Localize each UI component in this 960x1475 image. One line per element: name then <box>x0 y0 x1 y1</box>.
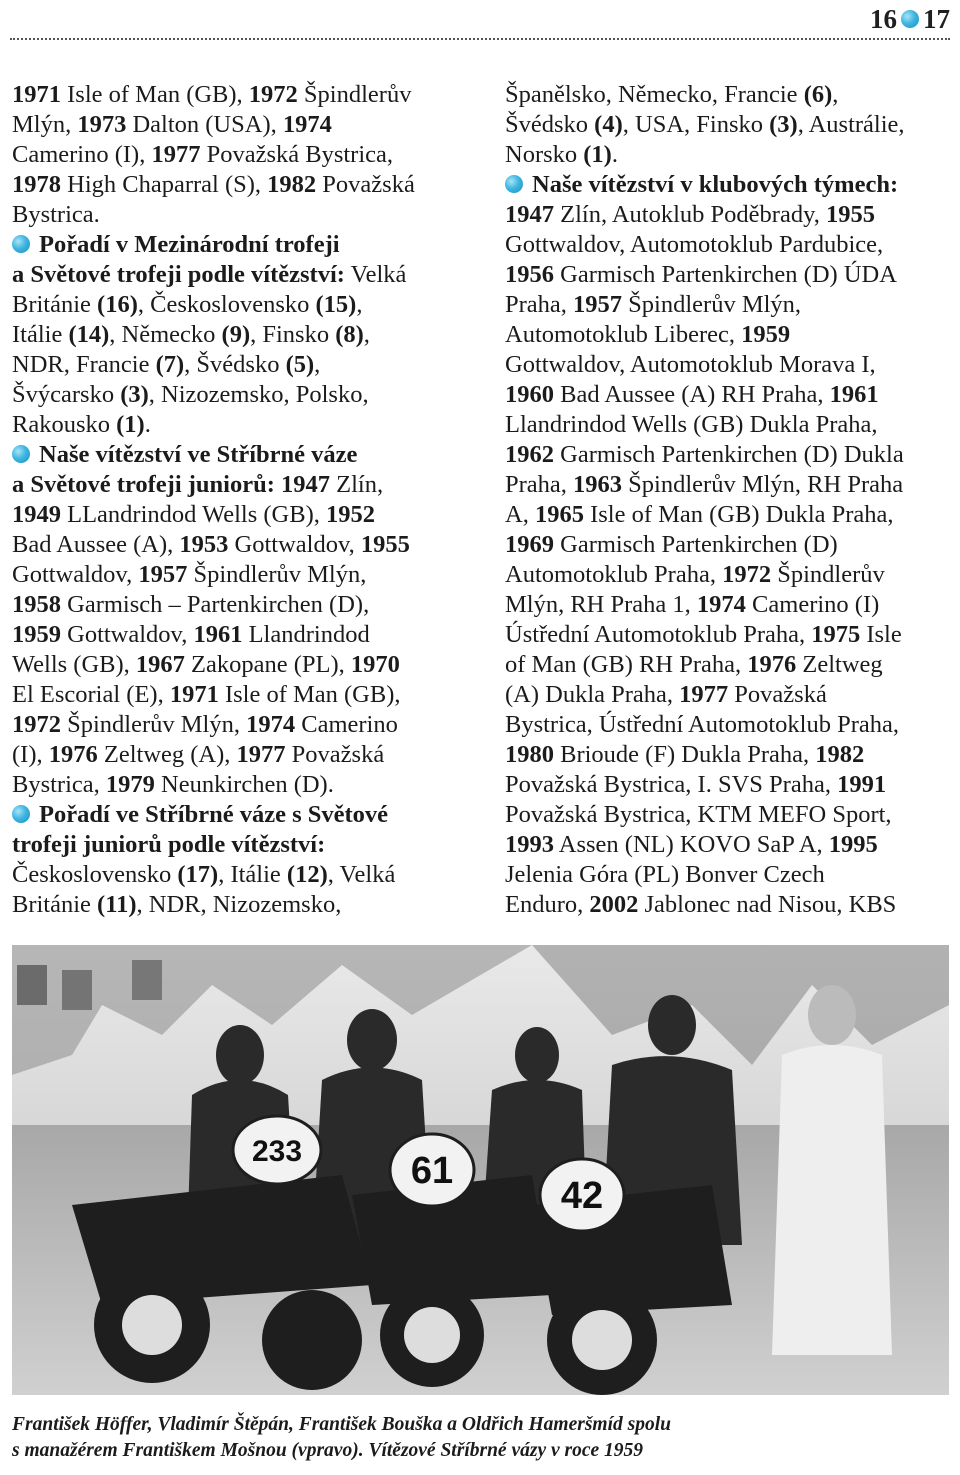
text-segment: Gottwaldov, <box>228 531 361 558</box>
bullet-dot-icon <box>12 445 30 463</box>
text-line <box>505 890 950 920</box>
text-segment: Bystrica, <box>12 771 106 798</box>
text-bold-segment: 1972 <box>248 81 298 108</box>
text-segment: Mlýn, RH Praha 1, <box>505 591 697 618</box>
text-line <box>12 410 470 440</box>
caption-line-1: František Höffer, Vladimír Štěpán, František Bouška a Oldřich Hameršmíd spolu <box>12 1414 671 1435</box>
text-bold-segment: a Světové trofeji podle vítězství: <box>12 261 345 288</box>
text-segment: Bystrica, Ústřední Automotoklub Praha, <box>505 711 899 738</box>
text-line <box>12 860 470 890</box>
page-dot-icon <box>901 10 919 28</box>
text-bold-segment: 1967 <box>135 651 185 678</box>
left-text-column <box>12 80 470 920</box>
text-line <box>12 290 470 320</box>
text-bold-segment: 1956 <box>505 261 554 288</box>
text-segment: , USA, Finsko <box>622 111 770 138</box>
text-bold-segment: 1963 <box>573 471 623 498</box>
bike-number-61: 61 <box>410 1150 454 1192</box>
text-line <box>505 830 950 860</box>
text-line <box>12 80 470 110</box>
text-bold-segment: 1957 <box>573 291 623 318</box>
text-line <box>505 650 950 680</box>
text-line <box>505 620 950 650</box>
text-line <box>12 800 470 830</box>
page-number-left: 16 <box>870 4 897 34</box>
text-bold-segment: 1982 <box>815 741 865 768</box>
text-line <box>12 440 470 470</box>
text-line <box>12 140 470 170</box>
text-line <box>505 680 950 710</box>
text-segment: Považská <box>728 681 827 708</box>
text-bold-segment: trofeji juniorů podle vítězství: <box>12 831 326 858</box>
text-bold-segment: (8) <box>335 321 364 348</box>
text-bold-segment: 1993 <box>505 831 554 858</box>
text-line <box>505 590 950 620</box>
text-segment: Bystrica. <box>12 201 100 228</box>
text-segment: Špindlerův <box>297 81 412 108</box>
text-segment: Mlýn, <box>12 111 78 138</box>
text-segment: Llandrindod <box>242 621 370 648</box>
text-segment: Garmisch Partenkirchen (D) <box>554 531 838 558</box>
text-segment: Praha, <box>505 291 574 318</box>
team-photo <box>12 945 949 1395</box>
text-bold-segment: 1972 <box>722 561 772 588</box>
text-bold-segment: 1949 <box>12 501 61 528</box>
text-segment: (A) Dukla Praha, <box>505 681 680 708</box>
text-line <box>505 500 950 530</box>
text-segment: Špindlerův Mlýn, RH Praha <box>622 471 904 498</box>
text-segment: (I), <box>12 741 49 768</box>
text-bold-segment: 1971 <box>169 681 219 708</box>
text-segment: Španělsko, Německo, Francie <box>505 81 804 108</box>
text-segment: Neunkirchen (D). <box>154 771 334 798</box>
text-segment: Dalton (USA), <box>126 111 283 138</box>
text-bold-segment: 1976 <box>747 651 797 678</box>
text-segment: Camerino <box>295 711 398 738</box>
text-segment: , Finsko <box>250 321 336 348</box>
text-line <box>12 110 470 140</box>
text-segment: High Chaparral (S), <box>61 171 268 198</box>
text-bold-segment: 1974 <box>282 111 332 138</box>
text-bold-segment: (6) <box>803 81 833 108</box>
text-line <box>12 380 470 410</box>
text-segment: of Man (GB) RH Praha, <box>505 651 748 678</box>
team-photo-illustration <box>12 945 949 1395</box>
text-segment: Špindlerův Mlýn, <box>187 561 367 588</box>
text-bold-segment: (4) <box>594 111 623 138</box>
text-segment: Jablonec nad Nisou, KBS <box>638 891 897 918</box>
text-bold-segment: 1961 <box>829 381 879 408</box>
text-line <box>12 350 470 380</box>
text-segment: Camerino (I) <box>745 591 880 618</box>
text-bold-segment: 1991 <box>837 771 887 798</box>
text-bold-segment: (7) <box>155 351 185 378</box>
text-segment: Llandrindod Wells (GB) Dukla Praha, <box>505 411 878 438</box>
text-segment: Gottwaldov, <box>12 561 139 588</box>
text-line <box>505 860 950 890</box>
text-segment: , <box>356 291 363 318</box>
text-segment: Považská Bystrica, <box>200 141 394 168</box>
text-segment: Československo <box>12 861 178 888</box>
text-segment: Špindlerův Mlýn, <box>61 711 247 738</box>
text-segment: NDR, Francie <box>12 351 156 378</box>
text-segment: , Československo <box>137 291 316 318</box>
text-segment: Jelenia Góra (PL) Bonver Czech <box>505 861 825 888</box>
text-bold-segment: (16) <box>97 291 138 318</box>
text-line <box>505 110 950 140</box>
bike-number-42: 42 <box>560 1175 604 1217</box>
text-line <box>12 680 470 710</box>
text-segment: Isle of Man (GB) Dukla Praha, <box>583 501 894 528</box>
text-line <box>12 320 470 350</box>
text-segment: Británie <box>12 291 98 318</box>
text-segment: El Escorial (E), <box>12 681 170 708</box>
text-line <box>505 470 950 500</box>
text-segment: Považská Bystrica, KTM MEFO Sport, <box>505 801 892 828</box>
text-line <box>505 80 950 110</box>
text-segment: Brioude (F) Dukla Praha, <box>554 741 816 768</box>
text-bold-segment: Pořadí v Mezinárodní trofeji <box>39 231 340 258</box>
text-bold-segment: (11) <box>97 891 137 918</box>
text-segment: , Itálie <box>218 861 287 888</box>
text-bold-segment: 1960 <box>505 381 554 408</box>
text-segment: Švédsko <box>505 111 595 138</box>
text-bold-segment: 1970 <box>350 651 400 678</box>
page-number-right: 17 <box>923 4 950 34</box>
text-line <box>12 560 470 590</box>
bullet-dot-icon <box>12 235 30 253</box>
text-segment: Wells (GB), <box>12 651 136 678</box>
text-bold-segment: (9) <box>221 321 251 348</box>
text-segment: Gottwaldov, Automotoklub Pardubice, <box>505 231 884 258</box>
text-bold-segment: (1) <box>116 411 145 438</box>
text-segment: Garmisch Partenkirchen (D) Dukla <box>554 441 904 468</box>
text-bold-segment: 1958 <box>12 591 61 618</box>
text-segment: Bad Aussee (A), <box>12 531 180 558</box>
text-bold-segment: 1982 <box>267 171 317 198</box>
text-segment: Gottwaldov, Automotoklub Morava I, <box>505 351 876 378</box>
text-segment: , Německo <box>109 321 222 348</box>
text-bold-segment: (1) <box>583 141 612 168</box>
text-bold-segment: 1962 <box>505 441 554 468</box>
text-line <box>12 740 470 770</box>
text-bold-segment: 1974 <box>246 711 296 738</box>
text-line <box>505 170 950 200</box>
text-segment: , Nizozemsko, Polsko, <box>148 381 369 408</box>
text-line <box>505 800 950 830</box>
text-bold-segment: 1977 <box>236 741 286 768</box>
text-segment: Bad Aussee (A) RH Praha, <box>554 381 830 408</box>
text-line <box>505 410 950 440</box>
text-bold-segment: (3) <box>769 111 798 138</box>
text-segment: Garmisch Partenkirchen (D) ÚDA <box>554 261 897 288</box>
text-bold-segment: 1980 <box>505 741 554 768</box>
text-bold-segment: a Světové trofeji juniorů: 1947 <box>12 471 330 498</box>
text-bold-segment: (15) <box>315 291 357 318</box>
text-bold-segment: 1955 <box>360 531 410 558</box>
text-segment: Považská <box>285 741 385 768</box>
text-segment: Považská Bystrica, I. SVS Praha, <box>505 771 838 798</box>
text-line <box>505 200 950 230</box>
text-bold-segment: 1974 <box>696 591 746 618</box>
text-bold-segment: Naše vítězství ve Stříbrné váze <box>39 441 358 468</box>
text-segment: Isle of Man (GB), <box>218 681 401 708</box>
text-segment: . <box>611 141 618 168</box>
text-line <box>12 710 470 740</box>
text-bold-segment: 1975 <box>811 621 861 648</box>
text-bold-segment: 1957 <box>138 561 188 588</box>
text-segment: , Velká <box>327 861 396 888</box>
text-bold-segment: 1979 <box>105 771 155 798</box>
text-segment: , Švédsko <box>184 351 286 378</box>
text-segment: Enduro, <box>505 891 590 918</box>
text-bold-segment: 1961 <box>193 621 243 648</box>
text-line <box>505 290 950 320</box>
text-bold-segment: 1952 <box>326 501 375 528</box>
text-line <box>12 230 470 260</box>
text-line <box>505 380 950 410</box>
text-segment: Assen (NL) KOVO SaP A, <box>554 831 829 858</box>
text-line <box>12 260 470 290</box>
text-bold-segment: 2002 <box>589 891 639 918</box>
text-bold-segment: 1978 <box>12 171 61 198</box>
text-segment: Špindlerův Mlýn, <box>622 291 802 318</box>
text-bold-segment: Pořadí ve Stříbrné váze s Světové <box>39 801 389 828</box>
text-segment: Automotoklub Liberec, <box>505 321 742 348</box>
caption-line-2: s manažérem Františkem Mošnou (vpravo). Vítězové Stříbrné vázy v roce 1959 <box>12 1440 644 1461</box>
bike-number-233: 233 <box>251 1135 303 1168</box>
text-bold-segment: 1972 <box>12 711 61 738</box>
text-line <box>12 830 470 860</box>
text-segment: LLandrindod Wells (GB), <box>61 501 326 528</box>
text-bold-segment: (14) <box>68 321 110 348</box>
text-bold-segment: 1995 <box>828 831 878 858</box>
text-segment: Praha, <box>505 471 574 498</box>
text-segment: Švýcarsko <box>12 381 121 408</box>
text-bold-segment: Naše vítězství v klubových týmech: <box>532 171 899 198</box>
text-line <box>505 770 950 800</box>
text-segment: Itálie <box>12 321 69 348</box>
text-bold-segment: 1976 <box>48 741 98 768</box>
text-bold-segment: (5) <box>285 351 315 378</box>
right-text-column <box>505 80 950 920</box>
text-line <box>12 170 470 200</box>
text-segment: Zeltweg (A), <box>97 741 237 768</box>
text-line <box>12 590 470 620</box>
text-segment: Isle of Man (GB), <box>61 81 249 108</box>
text-bold-segment: 1969 <box>505 531 554 558</box>
text-segment: , NDR, Nizozemsko, <box>136 891 342 918</box>
text-bold-segment: (12) <box>286 861 328 888</box>
text-segment: Norsko <box>505 141 584 168</box>
page-numbers <box>870 2 950 36</box>
text-line <box>505 230 950 260</box>
text-bold-segment: 1977 <box>151 141 201 168</box>
text-bold-segment: 1959 <box>12 621 61 648</box>
text-segment: Británie <box>12 891 98 918</box>
text-bold-segment: 1947 <box>505 201 554 228</box>
text-bold-segment: 1965 <box>534 501 584 528</box>
text-bold-segment: 1955 <box>825 201 875 228</box>
text-line <box>12 500 470 530</box>
text-segment: Ústřední Automotoklub Praha, <box>505 621 812 648</box>
text-line <box>505 560 950 590</box>
text-bold-segment: 1977 <box>679 681 729 708</box>
text-line <box>12 620 470 650</box>
bullet-dot-icon <box>505 175 523 193</box>
photo-caption <box>12 1412 952 1464</box>
text-line <box>12 890 470 920</box>
text-bold-segment: 1959 <box>741 321 791 348</box>
text-segment: , Austrálie, <box>797 111 905 138</box>
text-line <box>505 260 950 290</box>
text-segment: Velká <box>344 261 407 288</box>
text-segment: Gottwaldov, <box>61 621 194 648</box>
text-segment: Garmisch – Partenkirchen (D), <box>61 591 370 618</box>
text-line <box>12 650 470 680</box>
text-bold-segment: 1973 <box>77 111 127 138</box>
text-segment: . <box>144 411 151 438</box>
text-segment: , <box>314 351 321 378</box>
text-segment: Špindlerův <box>771 561 885 588</box>
text-segment: Rakousko <box>12 411 117 438</box>
dotted-header-rule <box>10 38 950 40</box>
text-line <box>505 140 950 170</box>
text-line <box>505 440 950 470</box>
text-line <box>12 770 470 800</box>
text-bold-segment: (17) <box>177 861 219 888</box>
bullet-dot-icon <box>12 805 30 823</box>
text-segment: , <box>832 81 839 108</box>
text-segment: Camerino (I), <box>12 141 152 168</box>
text-segment: Automotoklub Praha, <box>505 561 723 588</box>
text-line <box>12 200 470 230</box>
text-segment: , <box>363 321 370 348</box>
text-line <box>12 530 470 560</box>
text-line <box>505 530 950 560</box>
text-segment: Považská <box>316 171 415 198</box>
text-line <box>505 740 950 770</box>
text-line <box>505 350 950 380</box>
text-line <box>505 320 950 350</box>
text-line <box>12 470 470 500</box>
text-bold-segment: 1971 <box>12 81 61 108</box>
text-segment: Isle <box>860 621 902 648</box>
text-bold-segment: 1953 <box>179 531 229 558</box>
text-segment: Zeltweg <box>796 651 883 678</box>
text-segment: Zlín, Autoklub Poděbrady, <box>554 201 826 228</box>
text-segment: Zakopane (PL), <box>184 651 351 678</box>
text-segment: A, <box>505 501 535 528</box>
text-line <box>505 710 950 740</box>
text-segment: Zlín, <box>330 471 384 498</box>
text-bold-segment: (3) <box>120 381 149 408</box>
